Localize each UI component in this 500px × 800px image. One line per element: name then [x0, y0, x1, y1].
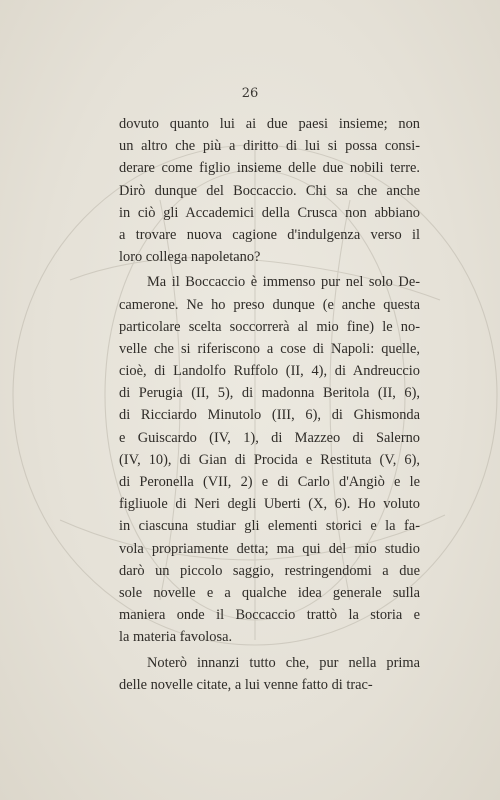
text-line: (IV, 10), di Gian di Procida e Restituta (V, 6),: [119, 451, 420, 468]
page-number: 26: [241, 86, 259, 101]
paragraph: [119, 271, 420, 648]
text-line: e Guiscardo (IV, 1), di Mazzeo di Salerno: [119, 429, 420, 446]
text-line: un altro che più a diritto di lui si possa consi-: [119, 138, 420, 155]
text-line: di Ricciardo Minutolo (III, 6), di Ghismonda: [119, 407, 420, 424]
text-line: loro collega napoletano?: [119, 249, 261, 266]
text-line: delle novelle citate, a lui venne fatto di trac-: [119, 676, 373, 693]
text-line: camerone. Ne ho preso dunque (e anche questa: [119, 296, 420, 313]
text-line: di Peronella (VII, 2) e di Carlo d'Angiò e le: [119, 474, 420, 490]
text-line: la materia favolosa.: [119, 629, 233, 646]
text-line: particolare scelta soccorrerà al mio fine) le no-: [119, 318, 420, 335]
text-line: maniera onde il Boccaccio trattò la storia e: [119, 607, 420, 624]
text-line: di Perugia (II, 5), di madonna Beritola (II, 6),: [119, 385, 420, 402]
text-line: sole novelle e a qualche idea generale sulla: [119, 584, 420, 601]
paragraph: [119, 652, 420, 696]
text-line: Dirò dunque del Boccaccio. Chi sa che anche: [119, 182, 420, 199]
text-line: derare come figlio insieme delle due nobili terre.: [119, 160, 420, 177]
text-line: vola propriamente detta; ma qui del mio studio: [119, 540, 420, 557]
text-line: figliuole di Neri degli Uberti (X, 6). Ho voluto: [119, 496, 420, 513]
text-line: cioè, di Landolfo Ruffolo (II, 4), di Andreuccio: [119, 363, 420, 380]
text-line: in ciascuna studiar gli elementi storici e la fa-: [119, 518, 420, 535]
paragraph: [119, 113, 420, 268]
text-line: Noterò innanzi tutto che, pur nella prima: [147, 654, 420, 671]
text-line: Ma il Boccaccio è immenso pur nel solo De-: [147, 274, 420, 291]
text-line: a trovare nuova cagione d'indulgenza verso il: [119, 226, 420, 243]
text-line: velle che si riferiscono a cose di Napoli: quelle,: [119, 340, 420, 357]
body-text: [119, 113, 420, 696]
text-line: dovuto quanto lui ai due paesi insieme; non: [119, 116, 420, 132]
text-line: in ciò gli Accademici della Crusca non abbiano: [119, 204, 420, 221]
text-line: darò un piccolo saggio, restringendomi a due: [119, 562, 420, 579]
